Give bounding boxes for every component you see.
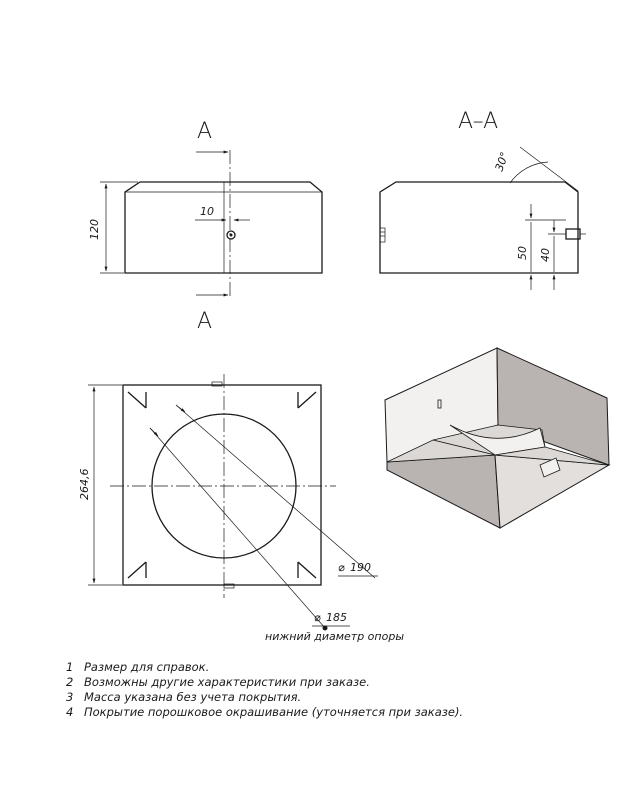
front-view	[88, 119, 322, 334]
note-number: 1	[66, 660, 74, 674]
height-dimension: 120	[88, 219, 101, 240]
dim-50: 50	[516, 246, 529, 260]
dia-185-symbol: ⌀	[314, 611, 321, 624]
note-text: Возможны другие характеристики при заказе.	[84, 675, 370, 689]
section-marker-bottom: A	[197, 309, 213, 334]
note-number: 4	[66, 705, 74, 719]
section-marker-top: A	[197, 119, 213, 144]
notes-list	[66, 660, 463, 719]
dia-185-label: 185	[326, 611, 347, 624]
angle-dimension: 30°	[492, 150, 512, 174]
dia-190-symbol: ⌀	[338, 561, 345, 574]
support-note: нижний диаметр опоры	[265, 630, 405, 643]
width-dimension: 264,6	[78, 468, 91, 500]
isometric-view	[385, 348, 609, 528]
note-text: Масса указана без учета покрытия.	[84, 690, 302, 704]
note-text: Размер для справок.	[84, 660, 210, 674]
section-view	[380, 109, 586, 290]
offset-dimension: 10	[200, 205, 214, 218]
note-text: Покрытие порошковое окрашивание (уточняется при заказе).	[84, 705, 464, 719]
dia-190-label: 190	[350, 561, 371, 574]
section-title: A–A	[458, 109, 499, 134]
note-number: 2	[66, 675, 74, 689]
note-number: 3	[66, 690, 74, 704]
plan-view	[78, 374, 404, 643]
dim-40: 40	[539, 248, 552, 262]
